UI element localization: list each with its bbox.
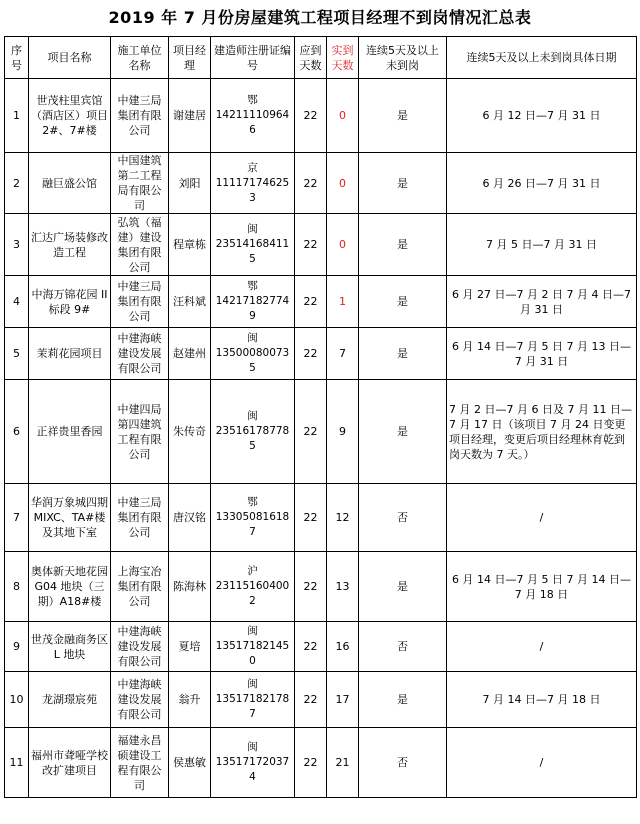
- header-due-days: 应到天数: [295, 37, 327, 79]
- absence-dates: 6 月 12 日—7 月 31 日: [447, 79, 637, 153]
- project-name: 中海万锦花园 II 标段 9#: [29, 276, 111, 328]
- project-name: 龙湖璟宸苑: [29, 672, 111, 728]
- cert-number: 111171746253: [215, 176, 290, 204]
- absence-dates: 7 月 14 日—7 月 18 日: [447, 672, 637, 728]
- project-name: 世茂柱里宾馆（酒店区）项目 2#、7#楼: [29, 79, 111, 153]
- cert-cell: [211, 622, 295, 672]
- header-no: 序号: [5, 37, 29, 79]
- over5-flag: 是: [359, 380, 447, 484]
- contractor-name: 弘筑（福建）建设集团有限公司: [111, 214, 169, 276]
- actual-days: 13: [327, 552, 359, 622]
- contractor-name: 中国建筑第二工程局有限公司: [111, 153, 169, 214]
- page-title: 2019 年 7 月份房屋建筑工程项目经理不到岗情况汇总表: [108, 8, 532, 27]
- header-cert: 建造师注册证编号: [211, 37, 295, 79]
- project-name: 华润万象城四期 MIXC、TA#楼及其地下室: [29, 484, 111, 552]
- summary-table: [4, 36, 637, 798]
- project-manager: 刘阳: [169, 153, 211, 214]
- absence-dates: 6 月 27 日—7 月 2 日 7 月 4 日—7 月 31 日: [447, 276, 637, 328]
- over5-flag: 是: [359, 153, 447, 214]
- row-number: 8: [5, 552, 29, 622]
- cert-province: 鄂: [247, 280, 258, 292]
- row-number: 9: [5, 622, 29, 672]
- cert-number: 135171720374: [215, 756, 290, 783]
- project-manager: 翁升: [169, 672, 211, 728]
- due-days: 22: [295, 484, 327, 552]
- over5-flag: 是: [359, 328, 447, 380]
- over5-flag: 否: [359, 622, 447, 672]
- over5-flag: 否: [359, 484, 447, 552]
- table-row: [5, 214, 637, 276]
- cert-cell: [211, 484, 295, 552]
- project-name: 汇达广场装修改造工程: [29, 214, 111, 276]
- header-manager: 项目经理: [169, 37, 211, 79]
- due-days: 22: [295, 214, 327, 276]
- table-row: [5, 380, 637, 484]
- actual-days: 1: [327, 276, 359, 328]
- cert-province: 鄂: [247, 496, 258, 508]
- actual-days: 0: [327, 214, 359, 276]
- table-row: [5, 622, 637, 672]
- cert-cell: [211, 276, 295, 328]
- table-row: [5, 672, 637, 728]
- table-row: [5, 153, 637, 214]
- row-number: 7: [5, 484, 29, 552]
- actual-days: 9: [327, 380, 359, 484]
- cert-cell: [211, 328, 295, 380]
- header-dates: 连续5天及以上未到岗具体日期: [447, 37, 637, 79]
- cert-number: 231151604002: [215, 580, 290, 607]
- project-manager: 夏培: [169, 622, 211, 672]
- cert-number: 135000800735: [215, 347, 290, 374]
- due-days: 22: [295, 328, 327, 380]
- over5-flag: 否: [359, 728, 447, 798]
- header-actual-days: 实到天数: [327, 37, 359, 79]
- contractor-name: 中建海峡建设发展有限公司: [111, 328, 169, 380]
- row-number: 6: [5, 380, 29, 484]
- header-over5: 连续5天及以上未到岗: [359, 37, 447, 79]
- project-name: 融巨盛公馆: [29, 153, 111, 214]
- due-days: 22: [295, 153, 327, 214]
- project-manager: 陈海林: [169, 552, 211, 622]
- project-manager: 唐汉铭: [169, 484, 211, 552]
- row-number: 3: [5, 214, 29, 276]
- cert-province: 闽: [247, 410, 258, 422]
- cert-province: 鄂: [247, 94, 258, 106]
- cert-number: 135171821787: [215, 693, 290, 720]
- absence-dates: 6 月 26 日—7 月 31 日: [447, 153, 637, 214]
- table-row: [5, 484, 637, 552]
- cert-cell: [211, 79, 295, 153]
- table-header-row: [5, 37, 637, 79]
- project-name: 世茂金融商务区 L 地块: [29, 622, 111, 672]
- due-days: 22: [295, 552, 327, 622]
- cert-number: 235161787785: [215, 425, 290, 452]
- project-manager: 谢建居: [169, 79, 211, 153]
- absence-dates: /: [447, 622, 637, 672]
- actual-days: 0: [327, 153, 359, 214]
- over5-flag: 是: [359, 79, 447, 153]
- cert-province: 闽: [247, 332, 258, 344]
- contractor-name: 中建三局集团有限公司: [111, 79, 169, 153]
- cert-cell: [211, 214, 295, 276]
- project-manager: 程章栋: [169, 214, 211, 276]
- actual-days: 16: [327, 622, 359, 672]
- cert-cell: [211, 672, 295, 728]
- absence-dates: 6 月 14 日—7 月 5 日 7 月 13 日—7 月 31 日: [447, 328, 637, 380]
- table-row: [5, 79, 637, 153]
- contractor-name: 福建永昌硕建设工程有限公司: [111, 728, 169, 798]
- cert-province: 沪: [247, 565, 258, 577]
- absence-dates: /: [447, 728, 637, 798]
- row-number: 1: [5, 79, 29, 153]
- due-days: 22: [295, 380, 327, 484]
- table-row: [5, 276, 637, 328]
- contractor-name: 中建三局集团有限公司: [111, 484, 169, 552]
- cert-number: 235141684115: [215, 238, 290, 265]
- contractor-name: 中建三局集团有限公司: [111, 276, 169, 328]
- cert-number: 142111109646: [215, 109, 290, 136]
- cert-number: 133050816187: [215, 511, 290, 538]
- project-manager: 朱传奇: [169, 380, 211, 484]
- project-name: 正祥贵里香园: [29, 380, 111, 484]
- over5-flag: 是: [359, 672, 447, 728]
- over5-flag: 是: [359, 276, 447, 328]
- absence-dates: /: [447, 484, 637, 552]
- cert-province: 闽: [247, 625, 258, 637]
- due-days: 22: [295, 622, 327, 672]
- cert-cell: [211, 552, 295, 622]
- header-contractor: 施工单位名称: [111, 37, 169, 79]
- cert-cell: [211, 380, 295, 484]
- project-name: 奥体新天地花园 G04 地块（三期）A18#楼: [29, 552, 111, 622]
- project-name: 茉莉花园项目: [29, 328, 111, 380]
- absence-dates: 6 月 14 日—7 月 5 日 7 月 14 日—7 月 18 日: [447, 552, 637, 622]
- due-days: 22: [295, 672, 327, 728]
- contractor-name: 中建海峡建设发展有限公司: [111, 672, 169, 728]
- table-row: [5, 552, 637, 622]
- project-manager: 汪科斌: [169, 276, 211, 328]
- due-days: 22: [295, 276, 327, 328]
- contractor-name: 中建海峡建设发展有限公司: [111, 622, 169, 672]
- cert-cell: [211, 153, 295, 214]
- cert-cell: [211, 728, 295, 798]
- project-name: 福州市聋哑学校改扩建项目: [29, 728, 111, 798]
- over5-flag: 是: [359, 552, 447, 622]
- header-project: 项目名称: [29, 37, 111, 79]
- actual-days: 12: [327, 484, 359, 552]
- row-number: 5: [5, 328, 29, 380]
- cert-province: 京: [247, 161, 258, 174]
- cert-province: 闽: [247, 678, 258, 690]
- table-body: [5, 79, 637, 798]
- due-days: 22: [295, 79, 327, 153]
- table-row: [5, 728, 637, 798]
- project-manager: 侯惠敏: [169, 728, 211, 798]
- cert-number: 142171827749: [215, 295, 290, 322]
- actual-days: 7: [327, 328, 359, 380]
- cert-number: 135171821450: [215, 640, 290, 667]
- over5-flag: 是: [359, 214, 447, 276]
- contractor-name: 中建四局第四建筑工程有限公司: [111, 380, 169, 484]
- row-number: 10: [5, 672, 29, 728]
- due-days: 22: [295, 728, 327, 798]
- row-number: 11: [5, 728, 29, 798]
- table-row: [5, 328, 637, 380]
- actual-days: 17: [327, 672, 359, 728]
- project-manager: 赵建州: [169, 328, 211, 380]
- actual-days: 21: [327, 728, 359, 798]
- cert-province: 闽: [247, 741, 258, 753]
- absence-dates: 7 月 5 日—7 月 31 日: [447, 214, 637, 276]
- row-number: 4: [5, 276, 29, 328]
- absence-dates: 7 月 2 日—7 月 6 日及 7 月 11 日—7 月 17 日（该项目 7 月 24 日变更项目经理，变更后项目经理林育乾到岗天数为 7 天。）: [447, 380, 637, 484]
- row-number: 2: [5, 153, 29, 214]
- contractor-name: 上海宝冶集团有限公司: [111, 552, 169, 622]
- actual-days: 0: [327, 79, 359, 153]
- cert-province: 闽: [247, 223, 258, 235]
